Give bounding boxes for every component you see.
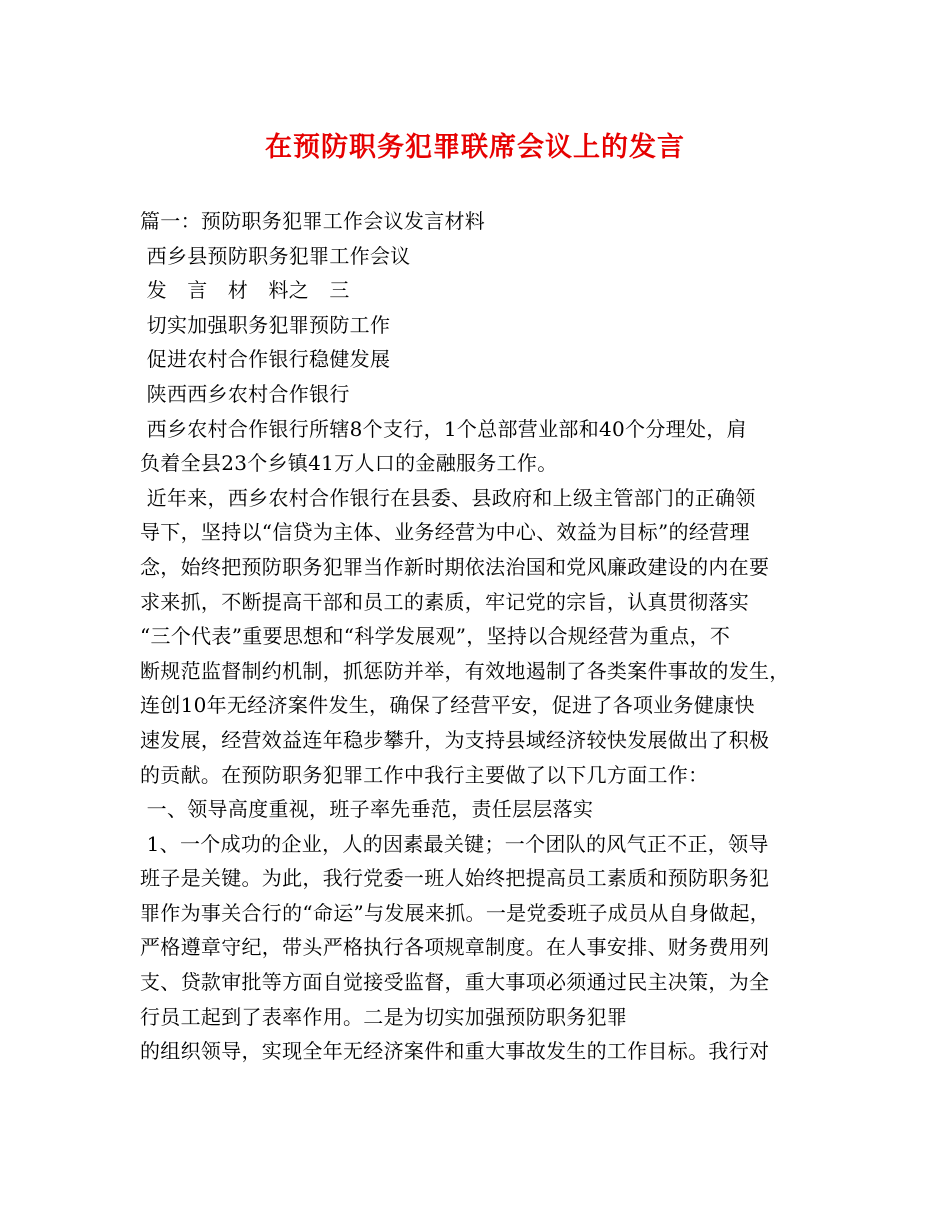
text-line: 篇一：预防职务犯罪工作会议发言材料 — [140, 209, 486, 233]
text-line: 西乡县预防职务犯罪工作会议 — [140, 243, 411, 268]
text-line: 负着全县23个乡镇41万人口的金融服务工作。 — [140, 451, 558, 476]
document-title: 在预防职务犯罪联席会议上的发言 — [265, 132, 685, 163]
text-line: 发 言 材 料之 三 — [140, 278, 350, 303]
text-line: 切实加强职务犯罪预防工作 — [140, 312, 391, 337]
text-line: 支、贷款审批等方面自觉接受监督，重大事项必须通过民主决策，为全 — [140, 970, 770, 995]
text-line: 近年来，西乡农村合作银行在县委、县政府和上级主管部门的正确领 — [140, 485, 756, 510]
text-line: 严格遵章守纪，带头严格执行各项规章制度。在人事安排、财务费用列 — [140, 935, 770, 960]
text-line: 1、一个成功的企业，人的因素最关键；一个团队的风气正不正，领导 — [140, 831, 769, 856]
text-line: 罪作为事关合行的“命运”与发展来抓。一是党委班子成员从自身做起， — [140, 900, 771, 925]
text-line: 陕西西乡农村合作银行 — [140, 381, 350, 406]
text-line: 念，始终把预防职务犯罪当作新时期依法治国和党风廉政建设的内在要 — [140, 554, 770, 579]
text-line: 班子是关键。为此，我行党委一班人始终把提高员工素质和预防职务犯 — [140, 866, 770, 891]
text-line: 求来抓，不断提高干部和员工的素质，牢记党的宗旨，认真贯彻落实 — [140, 589, 749, 614]
text-line: 促进农村合作银行稳健发展 — [140, 347, 391, 372]
text-line: “三个代表”重要思想和“科学发展观”，坚持以合规经营为重点，不 — [140, 624, 731, 649]
text-line: 导下，坚持以“信贷为主体、业务经营为中心、效益为目标”的经营理 — [140, 520, 750, 545]
text-line: 断规范监督制约机制，抓惩防并举，有效地遏制了各类案件事故的发生， — [140, 658, 790, 683]
text-line: 速发展，经营效益连年稳步攀升，为支持县域经济较快发展做出了积极 — [140, 727, 770, 752]
text-line: 行员工起到了表率作用。二是为切实加强预防职务犯罪 — [140, 1004, 628, 1029]
text-line: 连创10年无经济案件发生，确保了经营平安，促进了各项业务健康快 — [140, 693, 755, 718]
text-line: 西乡农村合作银行所辖8个支行，1个总部营业部和40个分理处，肩 — [140, 416, 747, 441]
text-line: 的贡献。在预防职务犯罪工作中我行主要做了以下几方面工作： — [140, 762, 709, 787]
text-line: 一、领导高度重视，班子率先垂范，责任层层落实 — [140, 797, 594, 822]
document-body — [140, 204, 820, 1069]
text-line: 的组织领导，实现全年无经济案件和重大事故发生的工作目标。我行对 — [140, 1039, 770, 1064]
